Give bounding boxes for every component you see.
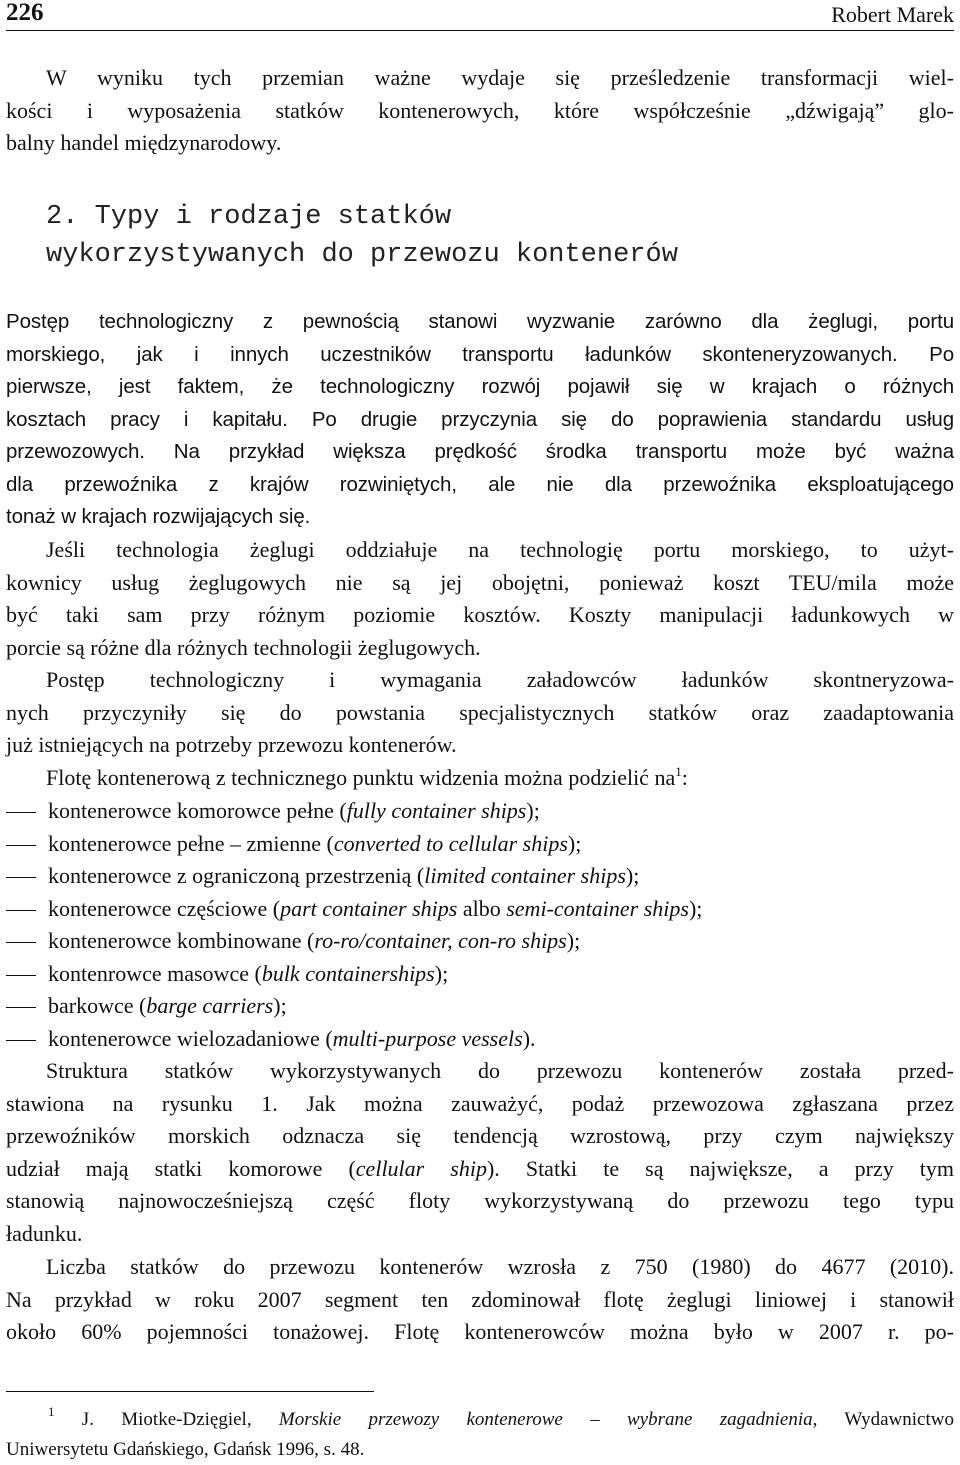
text-line: tonaż w krajach rozwijających się. xyxy=(6,505,311,528)
text-line: stawiona na rysunku 1. Jak można zauważyć, podaż przewozowa zgłaszana przez xyxy=(6,1090,954,1116)
list-item-text: kontenerowce wielozadaniowe ( xyxy=(48,1025,333,1051)
footnote-publisher: , Wydawnictwo xyxy=(812,1409,954,1430)
text-line: Na przykład w roku 2007 segment ten zdominował flotę żeglugi liniowej i stanowił xyxy=(6,1286,954,1312)
footnote-author: J. Miotke-Dzięgiel, xyxy=(54,1409,279,1430)
text-line: przewoźników morskich odznacza się tendencją wzrostową, przy czym największy xyxy=(6,1123,954,1148)
footnote-reference: 1 xyxy=(675,764,682,779)
text-line: dla przewoźnika z krajów rozwiniętych, ale nie dla przewoźnika eksploatującego xyxy=(6,472,954,496)
section-heading xyxy=(46,198,946,274)
text-line: porcie są różne dla różnych technologii żeglugowych. xyxy=(6,634,481,660)
list-item-text: ); xyxy=(434,960,449,986)
list-item xyxy=(6,860,954,893)
list-item-text: kontenerowce kombinowane ( xyxy=(48,928,315,953)
list-item xyxy=(6,958,954,991)
dash-bullet xyxy=(6,942,36,943)
text-line: stanowią najnowocześniejszą część floty wykorzystywaną do przewozu tego typu xyxy=(6,1188,954,1213)
footnote xyxy=(6,1405,954,1465)
text-line: ładunku. xyxy=(6,1220,83,1246)
text-line: W wyniku tych przemian ważne wydaje się prześledzenie transformacji wiel- xyxy=(46,65,954,90)
page-number: 226 xyxy=(6,0,44,26)
list-item-text: ); xyxy=(273,993,287,1018)
text-line: być taki sam przy różnym poziomie kosztów. Koszty manipulacji ładunkowych w xyxy=(6,602,954,627)
list-item-text: kontenerowce pełne – zmienne ( xyxy=(48,830,334,856)
list-item-text: ); xyxy=(625,863,640,888)
paragraph-5 xyxy=(6,1055,954,1250)
list-item-english-term: barge carriers xyxy=(146,993,274,1018)
text-line: kosztach pracy i kapitału. Po drugie przyczynia się do poprawienia standardu usług xyxy=(6,407,954,431)
list-item xyxy=(6,893,954,926)
list-item-text: kontenerowce komorowce pełne ( xyxy=(48,798,347,823)
list-item xyxy=(6,1023,954,1056)
list-item-english-term: semi-container ships xyxy=(506,895,689,921)
paragraph-6 xyxy=(6,1251,954,1349)
list-item-text: albo xyxy=(457,895,507,921)
text-line: przewozowych. Na przykład większa prędkość środka transportu może być ważna xyxy=(6,440,954,463)
text-line: nych przyczyniły się do powstania specjalistycznych statków oraz zaadaptowania xyxy=(6,699,954,725)
list-item xyxy=(6,795,954,828)
list-item-text: kontenerowce częściowe ( xyxy=(48,895,281,921)
text-line: balny handel międzynarodowy. xyxy=(6,130,282,155)
text-line: Postęp technologiczny z pewnością stanowi wyzwanie zarówno dla żeglugi, portu xyxy=(6,310,954,333)
text-line: Liczba statków do przewozu kontenerów wzrosła z 750 (1980) do 4677 (2010). xyxy=(46,1254,954,1279)
intro-paragraph xyxy=(6,62,954,160)
list-item-english-term: bulk containerships xyxy=(261,960,435,986)
text-line: Jeśli technologia żeglugi oddziałuje na technologię portu morskiego, to użyt- xyxy=(46,537,954,562)
list-item-text: kontenrowce masowce ( xyxy=(48,960,262,986)
list-item-english-term: fully container ships xyxy=(346,798,527,823)
footnote-rule xyxy=(6,1391,374,1392)
footnote-line: Uniwersytetu Gdańskiego, Gdańsk 1996, s. 48. xyxy=(6,1439,365,1460)
list-item xyxy=(6,925,954,958)
paragraph-3 xyxy=(6,664,954,762)
colon: : xyxy=(681,765,688,790)
list-item-english-term: ro-ro/container, con-ro ships xyxy=(314,928,567,953)
page-header xyxy=(6,0,954,30)
text-line xyxy=(6,1153,954,1186)
text-line: kości i wyposażenia statków kontenerowych, które współcześnie „dźwigają” glo- xyxy=(6,97,954,123)
italic-term: cellular ship xyxy=(355,1155,487,1181)
footnote-number: 1 xyxy=(48,1404,55,1419)
section-title-line: wykorzystywanych do przewozu kontenerów xyxy=(46,240,678,270)
text-line xyxy=(6,762,954,795)
paragraph-2 xyxy=(6,534,954,664)
dash-bullet xyxy=(6,1040,36,1041)
list-item-english-term: part container ships xyxy=(280,895,458,921)
list-intro-text: Flotę kontenerową z technicznego punktu widzenia można podzielić na xyxy=(46,765,676,790)
list-item-text: ); xyxy=(566,928,581,953)
paragraph-1 xyxy=(6,306,954,534)
header-rule xyxy=(6,30,954,31)
list-item xyxy=(6,990,954,1023)
text-span: udział mają statki komorowe ( xyxy=(6,1155,356,1181)
footnote-title: Morskie przewozy kontenerowe – wybrane zagadnienia xyxy=(278,1409,813,1430)
list-item-english-term: limited container ships xyxy=(424,863,626,888)
list-item-english-term: multi-purpose vessels xyxy=(332,1025,523,1051)
text-line: już istniejących na potrzeby przewozu kontenerów. xyxy=(6,732,457,757)
dash-bullet xyxy=(6,845,36,846)
running-header-author: Robert Marek xyxy=(831,2,954,27)
list-item-text: ); xyxy=(567,830,582,856)
dash-bullet xyxy=(6,975,36,976)
dash-bullet xyxy=(6,877,36,878)
text-line: kownicy usług żeglugowych nie są jej obojętni, ponieważ koszt TEU/mila może xyxy=(6,569,954,595)
text-line: pierwsze, jest faktem, że technologiczny rozwój pojawił się w krajach o różnych xyxy=(6,375,954,398)
text-line: Struktura statków wykorzystywanych do przewozu kontenerów została przed- xyxy=(46,1058,954,1083)
dash-bullet xyxy=(6,812,36,813)
list-item-text: barkowce ( xyxy=(48,993,147,1018)
list-item-text: ); xyxy=(526,798,540,823)
text-line: Postęp technologiczny i wymagania załadowców ładunków skontneryzowa- xyxy=(46,667,954,692)
text-line: morskiego, jak i innych uczestników transportu ładunków skonteneryzowanych. Po xyxy=(6,342,954,366)
list-item xyxy=(6,828,954,861)
paragraph-4 xyxy=(6,762,954,795)
ship-type-list xyxy=(6,795,954,1055)
text-span: ). Statki te są największe, a przy tym xyxy=(486,1155,954,1181)
dash-bullet xyxy=(6,1007,36,1008)
text-line: około 60% pojemności tonażowej. Flotę kontenerowców można było w 2007 r. po- xyxy=(6,1319,954,1344)
section-title-line: 2. Typy i rodzaje statków xyxy=(46,202,452,232)
list-item-text: ). xyxy=(522,1025,536,1051)
list-item-text: kontenerowce z ograniczoną przestrzenią ( xyxy=(48,863,425,888)
list-item-english-term: converted to cellular ships xyxy=(333,830,568,856)
dash-bullet xyxy=(6,910,36,911)
footnote-line xyxy=(6,1405,954,1435)
list-item-text: ); xyxy=(688,895,703,921)
